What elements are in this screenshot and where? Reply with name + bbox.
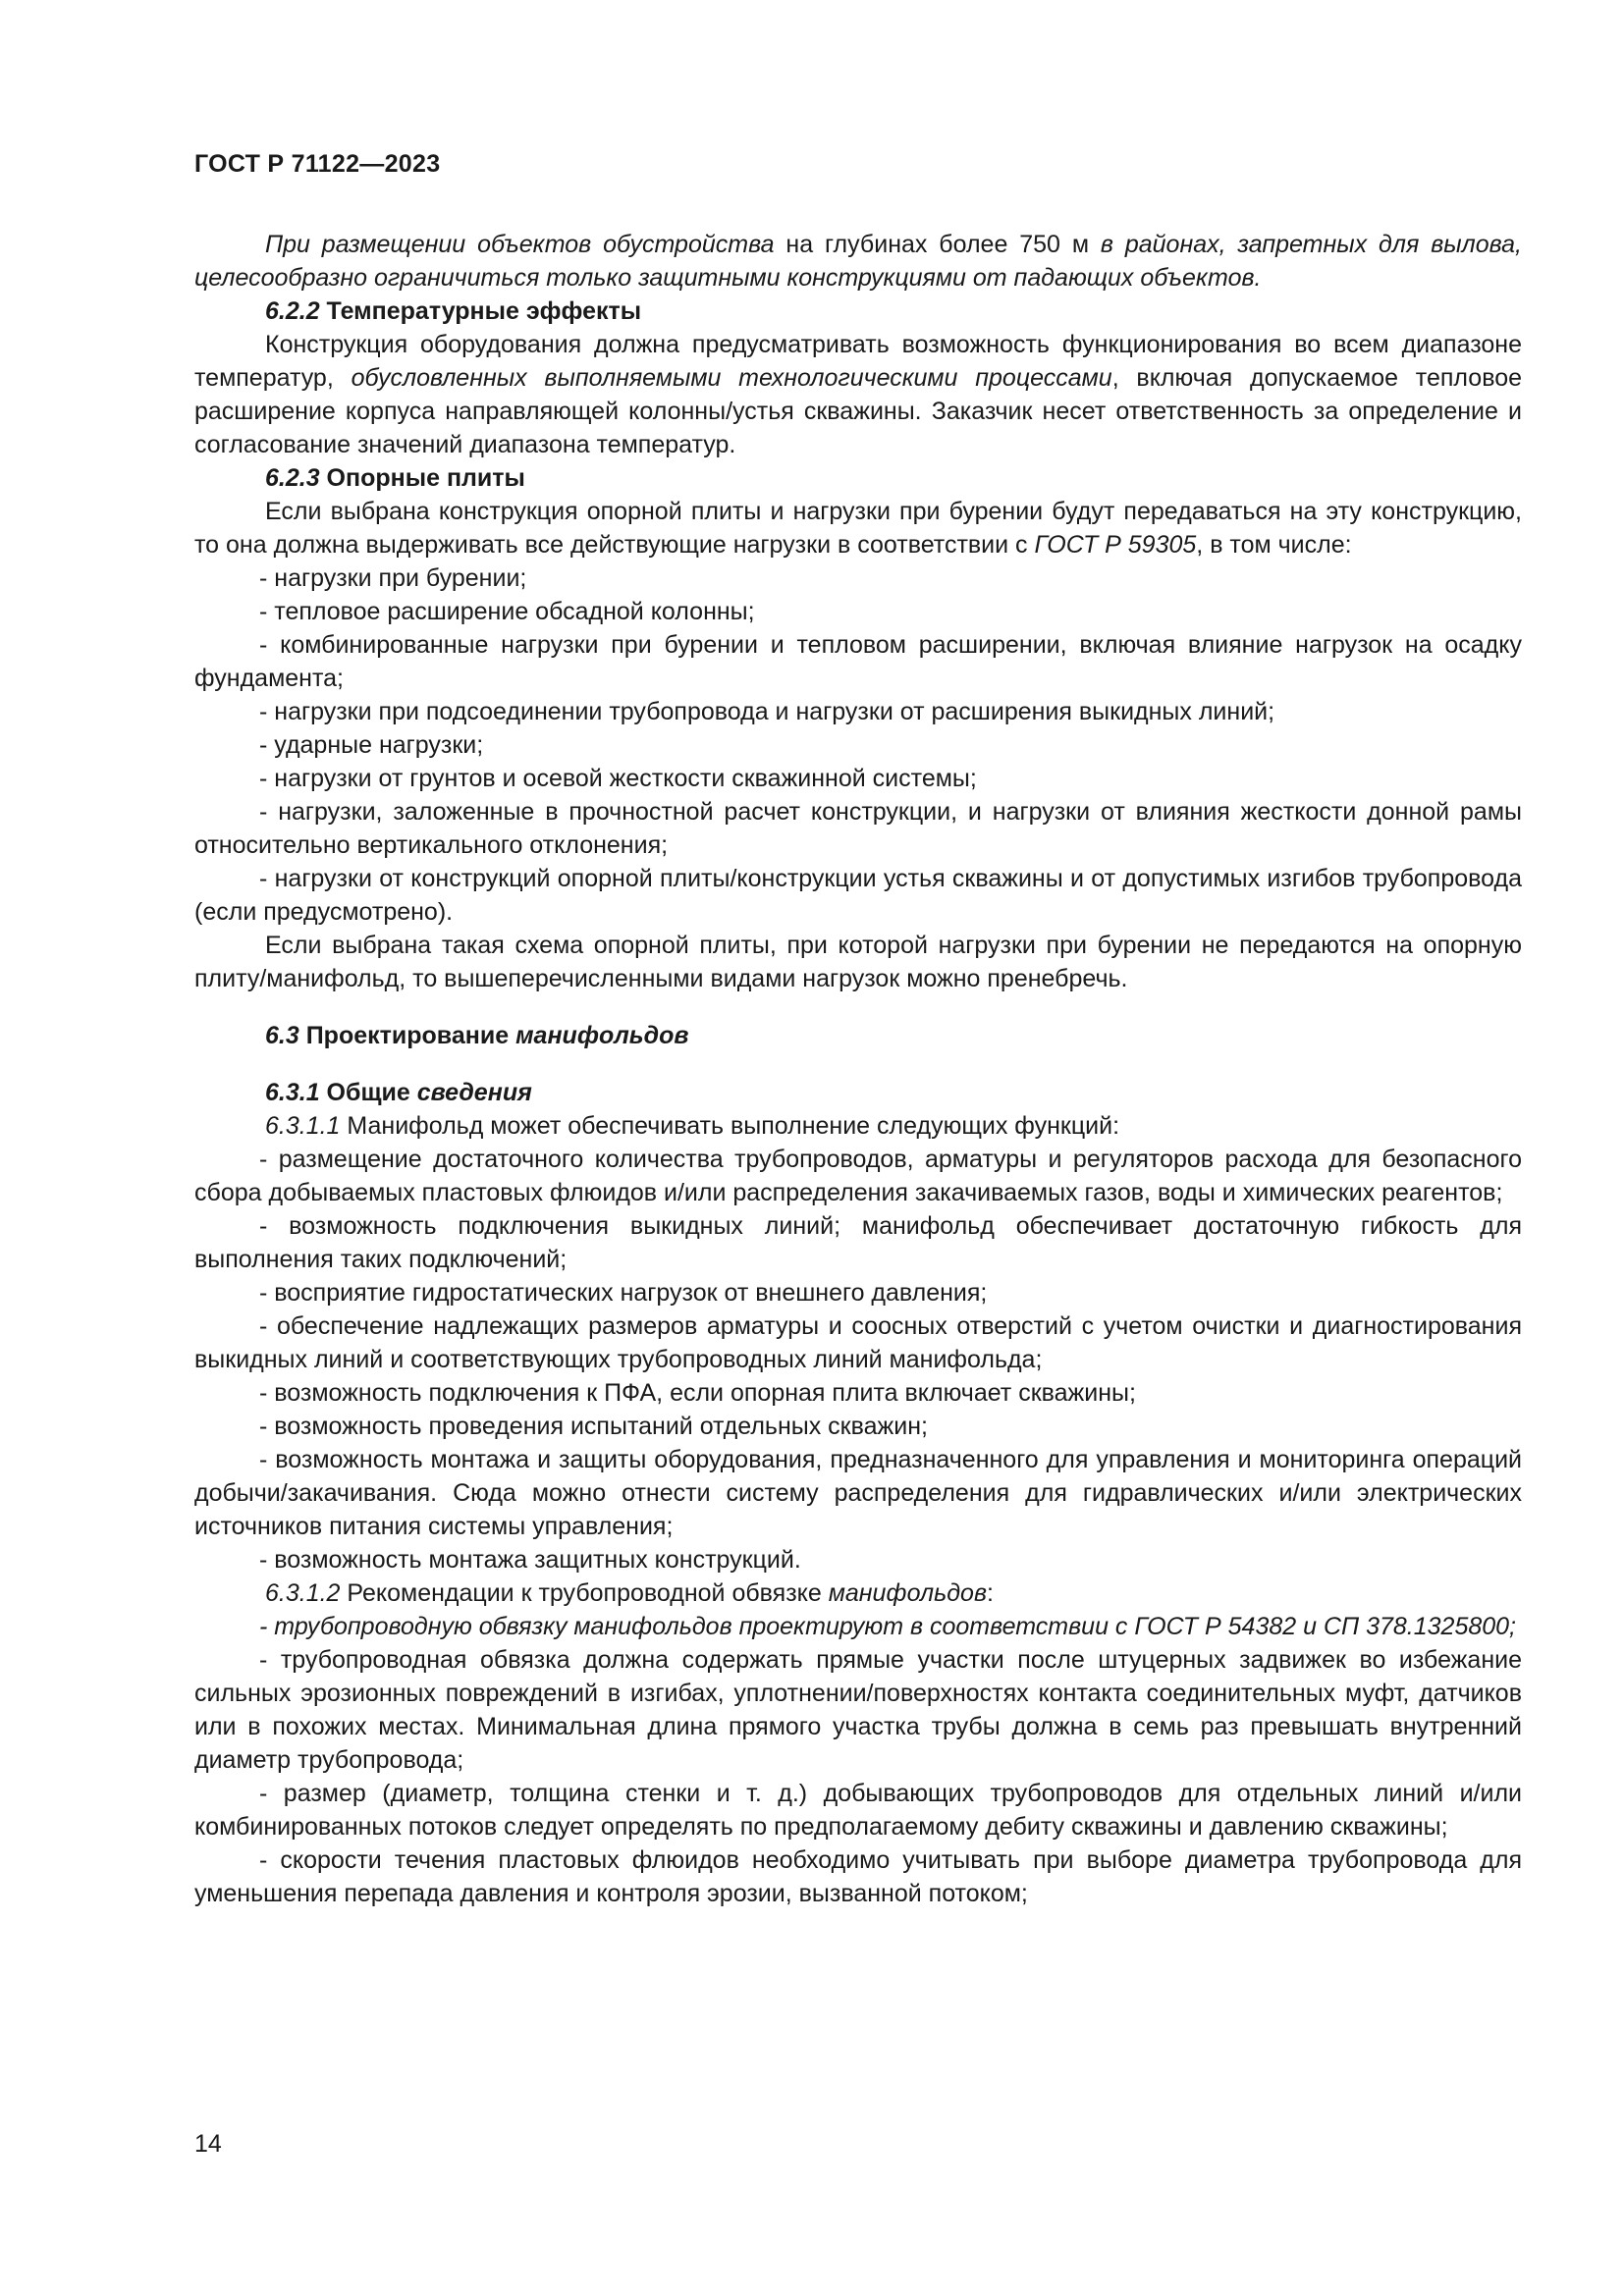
paragraph-temperature <box>194 328 1522 461</box>
section-number: 6.2.2 <box>265 297 320 325</box>
section-number: 6.3.1 <box>265 1079 320 1106</box>
section-heading-6-2-2 <box>194 294 1522 328</box>
document-page <box>194 147 1522 1910</box>
text: , включая допускаемое тепловое расширение корпуса направляющей колонны/устья скважины. Заказчик несет ответственность за определение и согласование значений диапазона температур. <box>194 364 1522 458</box>
list-item: - ударные нагрузки; <box>259 731 484 759</box>
section-heading-6-3 <box>194 1019 1522 1052</box>
list-item: - нагрузки от грунтов и осевой жесткости скважинной системы; <box>259 765 977 792</box>
list-item: - размер (диаметр, толщина стенки и т. д.) добывающих трубопроводов для отдельных линий и/или комбинированных потоков следует определять по предполагаемому дебиту скважины и давлению скважины; <box>194 1780 1522 1841</box>
text: Манифольд может обеспечивать выполнение следующих функций: <box>340 1112 1120 1140</box>
text: на глубинах более 750 м <box>774 231 1101 258</box>
text: Рекомендации к трубопроводной обвязке <box>340 1579 829 1607</box>
list-item: - скорости течения пластовых флюидов необходимо учитывать при выборе диаметра трубопровода для уменьшения перепада давления и контроля эрозии, вызванной потоком; <box>194 1846 1522 1907</box>
list-item: - восприятие гидростатических нагрузок от внешнего давления; <box>259 1279 988 1307</box>
document-header: ГОСТ Р 71122—2023 <box>194 150 441 178</box>
section-heading-6-3-1 <box>194 1076 1522 1109</box>
list-item: - нагрузки при бурении; <box>259 564 527 592</box>
page-number: 14 <box>194 2130 222 2158</box>
list-item: - нагрузки от конструкций опорной плиты/конструкции устья скважины и от допустимых изгибов трубопровода (если предусмотрено). <box>194 865 1522 926</box>
list-item: - возможность подключения к ПФА, если опорная плита включает скважины; <box>259 1379 1136 1407</box>
list-item-italic <box>194 1610 1522 1643</box>
paragraph-6-3-1-1 <box>194 1109 1522 1143</box>
list-item: - возможность подключения выкидных линий; манифольд обеспечивает достаточную гибкость для выполнения таких подключений; <box>194 1212 1522 1273</box>
italic-text: - трубопроводную обвязку манифольдов проектируют в соответствии с ГОСТ Р 54382 и СП 378.1325800; <box>259 1613 1517 1640</box>
section-number: 6.3 <box>265 1022 299 1049</box>
list-item: - размещение достаточного количества трубопроводов, арматуры и регуляторов расхода для безопасного сбора добываемых пластовых флюидов и/или распределения закачиваемых газов, воды и химических реагентов; <box>194 1146 1522 1206</box>
section-title-italic: манифольдов <box>515 1022 689 1049</box>
list-item: - нагрузки при подсоединении трубопровода и нагрузки от расширения выкидных линий; <box>259 698 1275 725</box>
paragraph-support-plates <box>194 495 1522 561</box>
list-item: - нагрузки, заложенные в прочностной расчет конструкции, и нагрузки от влияния жесткости донной рамы относительно вертикального отклонения; <box>194 798 1522 859</box>
section-title: Общие <box>319 1079 417 1106</box>
section-title: Проектирование <box>298 1022 516 1049</box>
italic-text: в районах, запретных для вылова, целесообразно ограничиться только защитными конструкциями от падающих объектов. <box>194 231 1522 292</box>
text: Если выбрана конструкция опорной плиты и нагрузки при бурении будут передаваться на эту конструкцию, то она должна выдерживать все действующие нагрузки в соответствии с <box>194 498 1522 559</box>
paragraph-6-3-1-2 <box>194 1576 1522 1610</box>
text: Конструкция оборудования должна предусматривать возможность функционирования во всем диапазоне температур, <box>194 331 1522 392</box>
italic-text: При размещении объектов обустройства <box>265 231 775 258</box>
section-heading-6-2-3 <box>194 461 1522 495</box>
section-title: Опорные плиты <box>319 464 525 492</box>
clause-number: 6.3.1.2 <box>265 1579 341 1607</box>
paragraph-intro <box>194 228 1522 294</box>
section-number: 6.2.3 <box>265 464 320 492</box>
paragraph-support-plate-scheme: Если выбрана такая схема опорной плиты, при которой нагрузки при бурении не передаются на опорную плиту/манифольд, то вышеперечисленными видами нагрузок можно пренебречь. <box>194 932 1522 992</box>
text: : <box>987 1579 994 1607</box>
text: , в том числе: <box>1196 531 1352 559</box>
list-item: - тепловое расширение обсадной колонны; <box>259 598 755 625</box>
list-item: - трубопроводная обвязка должна содержать прямые участки после штуцерных задвижек во избежание сильных эрозионных повреждений в изгибах, уплотнении/поверхностях контакта соединительных муфт, датчиков или в похожих местах. Минимальная длина прямого участка трубы должна в семь раз превышать внутренний диаметр трубопровода; <box>194 1646 1522 1774</box>
section-title: Температурные эффекты <box>319 297 642 325</box>
section-title-italic: сведения <box>416 1079 532 1106</box>
list-item: - обеспечение надлежащих размеров арматуры и соосных отверстий с учетом очистки и диагностирования выкидных линий и соответствующих трубопроводных линий манифольда; <box>194 1312 1522 1373</box>
italic-text: манифольдов <box>828 1579 987 1607</box>
list-item: - возможность монтажа и защиты оборудования, предназначенного для управления и мониторинга операций добычи/закачивания. Сюда можно отнести систему распределения для гидравлических и/или электрических источников питания системы управления; <box>194 1446 1522 1540</box>
standard-reference: ГОСТ Р 59305 <box>1034 531 1197 559</box>
list-item: - комбинированные нагрузки при бурении и тепловом расширении, включая влияние нагрузок на осадку фундамента; <box>194 631 1522 692</box>
list-item: - возможность проведения испытаний отдельных скважин; <box>259 1413 928 1440</box>
list-item: - возможность монтажа защитных конструкций. <box>259 1546 801 1574</box>
clause-number: 6.3.1.1 <box>265 1112 341 1140</box>
italic-text: обусловленных выполняемыми технологическими процессами <box>351 364 1112 392</box>
